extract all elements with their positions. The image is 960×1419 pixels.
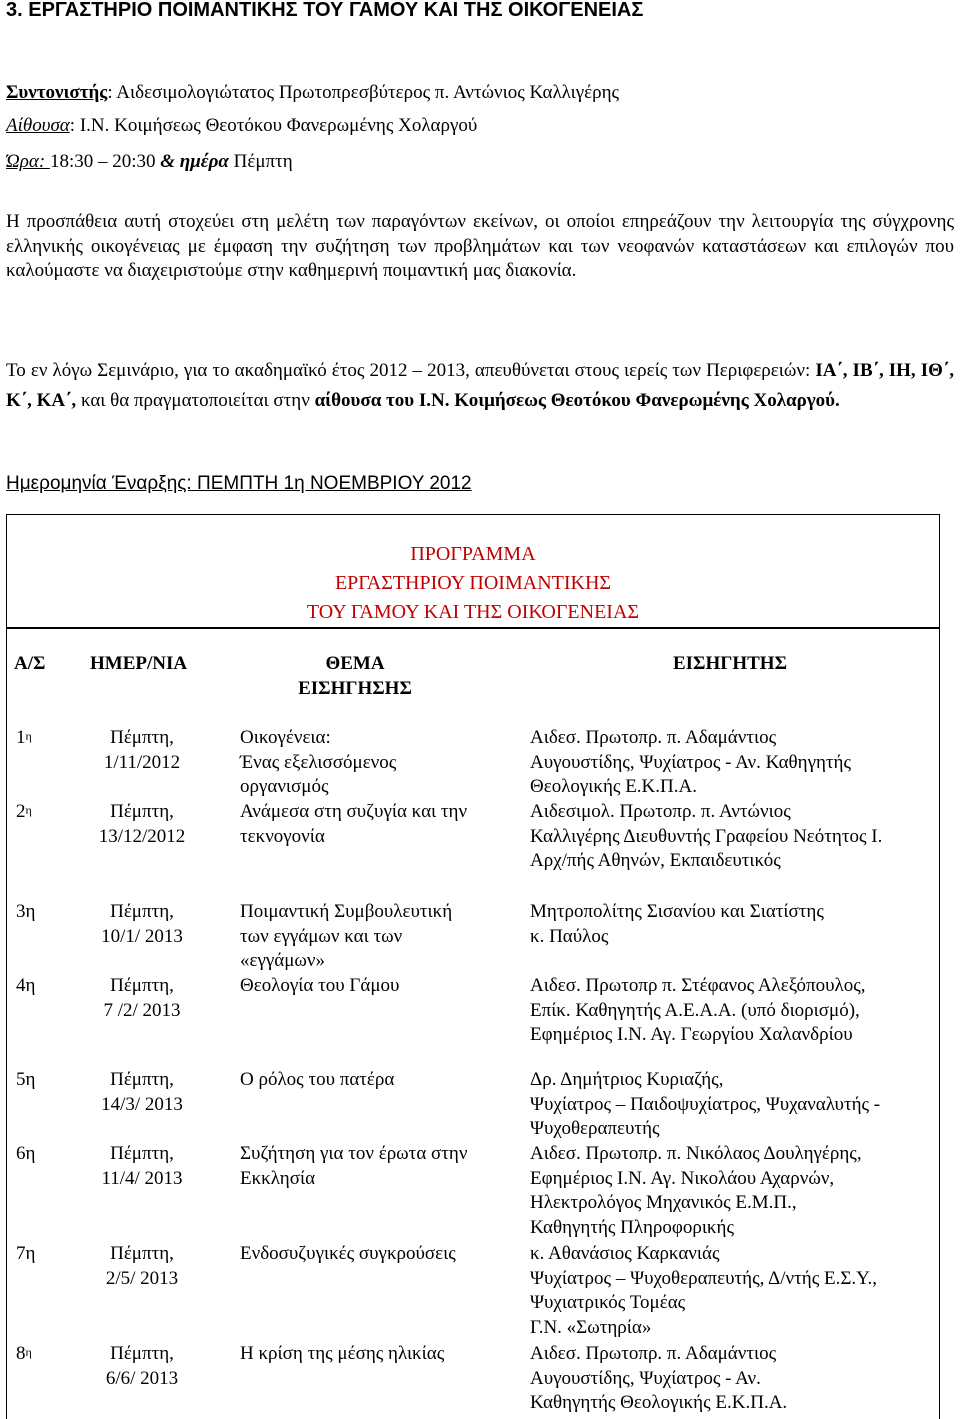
program-title-1: ΠΡΟΓΡΑΜΜΑ <box>410 543 536 565</box>
row-topic-line: Ποιμαντική Συμβουλευτική <box>240 901 453 922</box>
program-title-2: ΕΡΓΑΣΤΗΡΙΟΥ ΠΟΙΜΑΝΤΙΚΗΣ <box>334 572 612 594</box>
row-topic-line: Θεολογία του Γάμου <box>240 975 400 996</box>
row-number <box>16 726 32 751</box>
row-speaker-line: Καλλιγέρης Διευθυντής Γραφείου Νεότητος Ι. <box>530 825 883 847</box>
row-speaker-line: Αιδεσ. Πρωτοπρ π. Στέφανος Αλεξόπουλος, <box>530 975 866 996</box>
coordinator-value: : Αιδεσιμολογιώτατος Πρωτοπρεσβύτερος π. Αντώνιος Καλλιγέρης <box>107 82 620 103</box>
intro-paragraph: Η προσπάθεια αυτή στοχεύει στη μελέτη των παραγόντων εκείνων, οι οποίοι επηρεάζουν την λειτουργία της σύγχρονης ελληνικής οικογένειας με έμφαση την συζήτηση των προβλημάτων και των νεοφανών καταστάσεων και επιλογών που καλούμαστε να διαχειριστούμε στην καθημερινή ποιμαντική μας διακονία. <box>6 211 954 282</box>
row-number <box>16 1342 32 1367</box>
row-speaker-line: Επίκ. Καθηγητής Α.Ε.Α.Α. (υπό διορισμό), <box>530 999 860 1021</box>
start-date-label: Ημερομηνία Έναρξης: <box>6 473 192 494</box>
row-speaker <box>530 1142 862 1240</box>
row-topic <box>240 974 399 999</box>
row-day: Πέμπτη, <box>110 1243 174 1264</box>
seminar-place: αίθουσα του Ι.Ν. Κοιμήσεως Θεοτόκου Φανερωμένης Χολαργού. <box>314 390 840 411</box>
row-speaker <box>530 1242 877 1340</box>
row-number-sup: η <box>25 1345 32 1359</box>
row-topic <box>240 800 467 849</box>
day-value: Πέμπτη <box>228 151 293 172</box>
row-topic <box>240 1242 456 1267</box>
row-topic <box>240 1142 467 1191</box>
row-day: Πέμπτη, <box>110 1343 174 1364</box>
row-date <box>72 1242 212 1291</box>
row-number-sup: η <box>25 729 32 743</box>
row-number-sup: η <box>25 803 32 817</box>
row-speaker-line: Γ.Ν. «Σωτηρία» <box>530 1316 652 1338</box>
row-speaker-line: Αυγουστίδης, Ψυχίατρος - Αν. <box>530 1367 761 1389</box>
row-date <box>72 900 212 949</box>
col-header-date: ΗΜΕΡ/ΝΙΑ <box>90 653 188 674</box>
table-divider <box>6 627 940 629</box>
row-date-value: 11/4/ 2013 <box>101 1167 183 1189</box>
row-topic <box>240 900 452 974</box>
row-speaker <box>530 900 824 949</box>
time-label: Ώρα: <box>6 151 50 172</box>
seminar-text-b: και θα πραγματοποιείται στην <box>76 390 315 411</box>
seminar-text-a: Το εν λόγω Σεμινάριο, για το ακαδημαϊκό έτος 2012 – 2013, απευθύνεται στους ιερείς των Περιφερειών: <box>6 360 816 381</box>
row-speaker-line: Θεολογικής Ε.Κ.Π.Α. <box>530 776 697 798</box>
row-date-value: 7 /2/ 2013 <box>103 999 181 1021</box>
col-header-topic <box>230 652 480 701</box>
col-header-topic-2: ΕΙΣΗΓΗΣΗΣ <box>298 677 412 699</box>
row-topic-line: οργανισμός <box>240 776 329 798</box>
row-topic-line: των εγγάμων και των <box>240 925 403 947</box>
row-number <box>16 1068 35 1093</box>
row-topic-line: Ανάμεσα στη συζυγία και την <box>240 801 468 822</box>
row-number <box>16 900 35 925</box>
program-title <box>6 540 940 627</box>
col-header-num: Α/Σ <box>14 653 46 674</box>
row-topic-line: «εγγάμων» <box>240 950 326 972</box>
row-speaker <box>530 726 851 800</box>
row-date-value: 10/1/ 2013 <box>101 925 183 947</box>
hall-line <box>6 114 477 138</box>
row-speaker-line: Αιδεσ. Πρωτοπρ. π. Αδαμάντιος <box>530 1343 777 1364</box>
row-topic-line: Η κρίση της μέσης ηλικίας <box>240 1343 445 1364</box>
row-topic <box>240 1068 394 1093</box>
row-day: Πέμπτη, <box>110 1069 174 1090</box>
coordinator-line <box>6 81 619 105</box>
col-header-speaker: ΕΙΣΗΓΗΤΗΣ <box>672 653 787 674</box>
row-topic-line: Ένας εξελισσόμενος <box>240 751 397 773</box>
row-day: Πέμπτη, <box>110 901 174 922</box>
row-speaker-line: Καθηγητής Πληροφορικής <box>530 1216 734 1238</box>
row-number-text: 5η <box>16 1069 36 1090</box>
row-date <box>72 1342 212 1391</box>
row-date <box>72 726 212 775</box>
row-speaker-line: Ψυχίατρος – Ψυχοθεραπευτής, Δ/ντής Ε.Σ.Υ., <box>530 1267 878 1289</box>
row-date <box>72 974 212 1023</box>
row-number-text: 7η <box>16 1243 36 1264</box>
row-date <box>72 1142 212 1191</box>
row-topic-line: Ο ρόλος του πατέρα <box>240 1069 395 1090</box>
row-speaker-line: Μητροπολίτης Σισανίου και Σιατίστης <box>530 901 824 922</box>
row-speaker-line: Αιδεσ. Πρωτοπρ. π. Αδαμάντιος <box>530 727 777 748</box>
row-speaker-line: Αρχ/πής Αθηνών, Εκπαιδευτικός <box>530 850 781 872</box>
row-speaker-line: Καθηγητής Θεολογικής Ε.Κ.Π.Α. <box>530 1392 788 1414</box>
row-speaker-line: Ψυχοθεραπευτής <box>530 1118 660 1140</box>
row-date <box>72 1068 212 1117</box>
row-speaker-line: Ψυχιατρικός Τομέας <box>530 1292 686 1314</box>
program-title-3: ΤΟΥ ΓΑΜΟΥ ΚΑΙ ΤΗΣ ΟΙΚΟΓΕΝΕΙΑΣ <box>306 601 640 623</box>
row-topic-line: Οικογένεια: <box>240 727 331 748</box>
row-topic <box>240 1342 444 1367</box>
row-number <box>16 1142 35 1167</box>
row-speaker <box>530 1068 880 1142</box>
row-day: Πέμπτη, <box>110 727 174 748</box>
time-line <box>6 150 293 174</box>
row-speaker-line: Ψυχίατρος – Παιδοψυχίατρος, Ψυχαναλυτής - <box>530 1093 881 1115</box>
row-date-value: 13/12/2012 <box>98 825 186 847</box>
row-speaker <box>530 1342 787 1416</box>
row-day: Πέμπτη, <box>110 801 174 822</box>
row-date-value: 14/3/ 2013 <box>101 1093 183 1115</box>
start-date-value: ΠΕΜΠΤΗ 1η ΝΟΕΜΒΡΙΟΥ 2012 <box>191 473 472 494</box>
row-speaker-line: Εφημέριος Ι.Ν. Αγ. Γεωργίου Χαλανδρίου <box>530 1024 853 1046</box>
row-topic-line: Εκκλησία <box>240 1167 316 1189</box>
row-number-text: 4η <box>16 975 36 996</box>
row-topic-line: τεκνογονία <box>240 825 325 847</box>
row-date-value: 6/6/ 2013 <box>105 1367 179 1389</box>
start-date-line <box>6 472 472 496</box>
row-speaker <box>530 800 882 874</box>
row-number-text: 8 <box>16 1343 26 1364</box>
row-speaker-line: Αιδεσ. Πρωτοπρ. π. Νικόλαος Δουληγέρης, <box>530 1143 862 1164</box>
seminar-paragraph <box>6 356 954 416</box>
row-number-text: 2 <box>16 801 26 822</box>
row-date-value: 1/11/2012 <box>103 751 181 773</box>
col-header-topic-1: ΘΕΜΑ <box>325 653 385 674</box>
row-topic <box>240 726 396 800</box>
row-speaker-line: κ. Παύλος <box>530 925 609 947</box>
coordinator-label: Συντονιστής <box>6 82 108 103</box>
row-date-value: 2/5/ 2013 <box>105 1267 179 1289</box>
seminar-regions: ΙΑ΄, ΙΒ΄, ΙΗ, ΙΘ΄, Κ΄, ΚΑ΄, <box>6 360 954 411</box>
row-number <box>16 800 32 825</box>
row-speaker-line: Εφημέριος Ι.Ν. Αγ. Νικολάου Αχαρνών, <box>530 1167 835 1189</box>
row-speaker <box>530 974 866 1048</box>
row-number <box>16 974 35 999</box>
row-date <box>72 800 212 849</box>
row-topic-line: Συζήτηση για τον έρωτα στην <box>240 1143 468 1164</box>
hall-value: : Ι.Ν. Κοιμήσεως Θεοτόκου Φανερωμένης Χολαργού <box>69 115 478 136</box>
row-number <box>16 1242 35 1267</box>
row-number-text: 6η <box>16 1143 36 1164</box>
row-speaker-line: κ. Αθανάσιος Καρκανιάς <box>530 1243 720 1264</box>
time-value: 18:30 – 20:30 <box>49 151 156 172</box>
row-number-text: 1 <box>16 727 26 748</box>
row-topic-line: Ενδοσυζυγικές συγκρούσεις <box>240 1243 456 1264</box>
row-speaker-line: Αιδεσιμολ. Πρωτοπρ. π. Αντώνιος <box>530 801 791 822</box>
day-label: & ημέρα <box>155 151 229 172</box>
row-speaker-line: Αυγουστίδης, Ψυχίατρος - Αν. Καθηγητής <box>530 751 852 773</box>
hall-label: Αίθουσα <box>6 115 70 136</box>
row-day: Πέμπτη, <box>110 1143 174 1164</box>
row-speaker-line: Δρ. Δημήτριος Κυριαζής, <box>530 1069 724 1090</box>
row-day: Πέμπτη, <box>110 975 174 996</box>
row-number-text: 3η <box>16 901 36 922</box>
document-title: 3. ΕΡΓΑΣΤΗΡΙΟ ΠΟΙΜΑΝΤΙΚΗΣ ΤΟΥ ΓΑΜΟΥ ΚΑΙ ΤΗΣ ΟΙΚΟΓΕΝΕΙΑΣ <box>6 0 644 21</box>
row-speaker-line: Ηλεκτρολόγος Μηχανικός Ε.Μ.Π., <box>530 1192 797 1214</box>
